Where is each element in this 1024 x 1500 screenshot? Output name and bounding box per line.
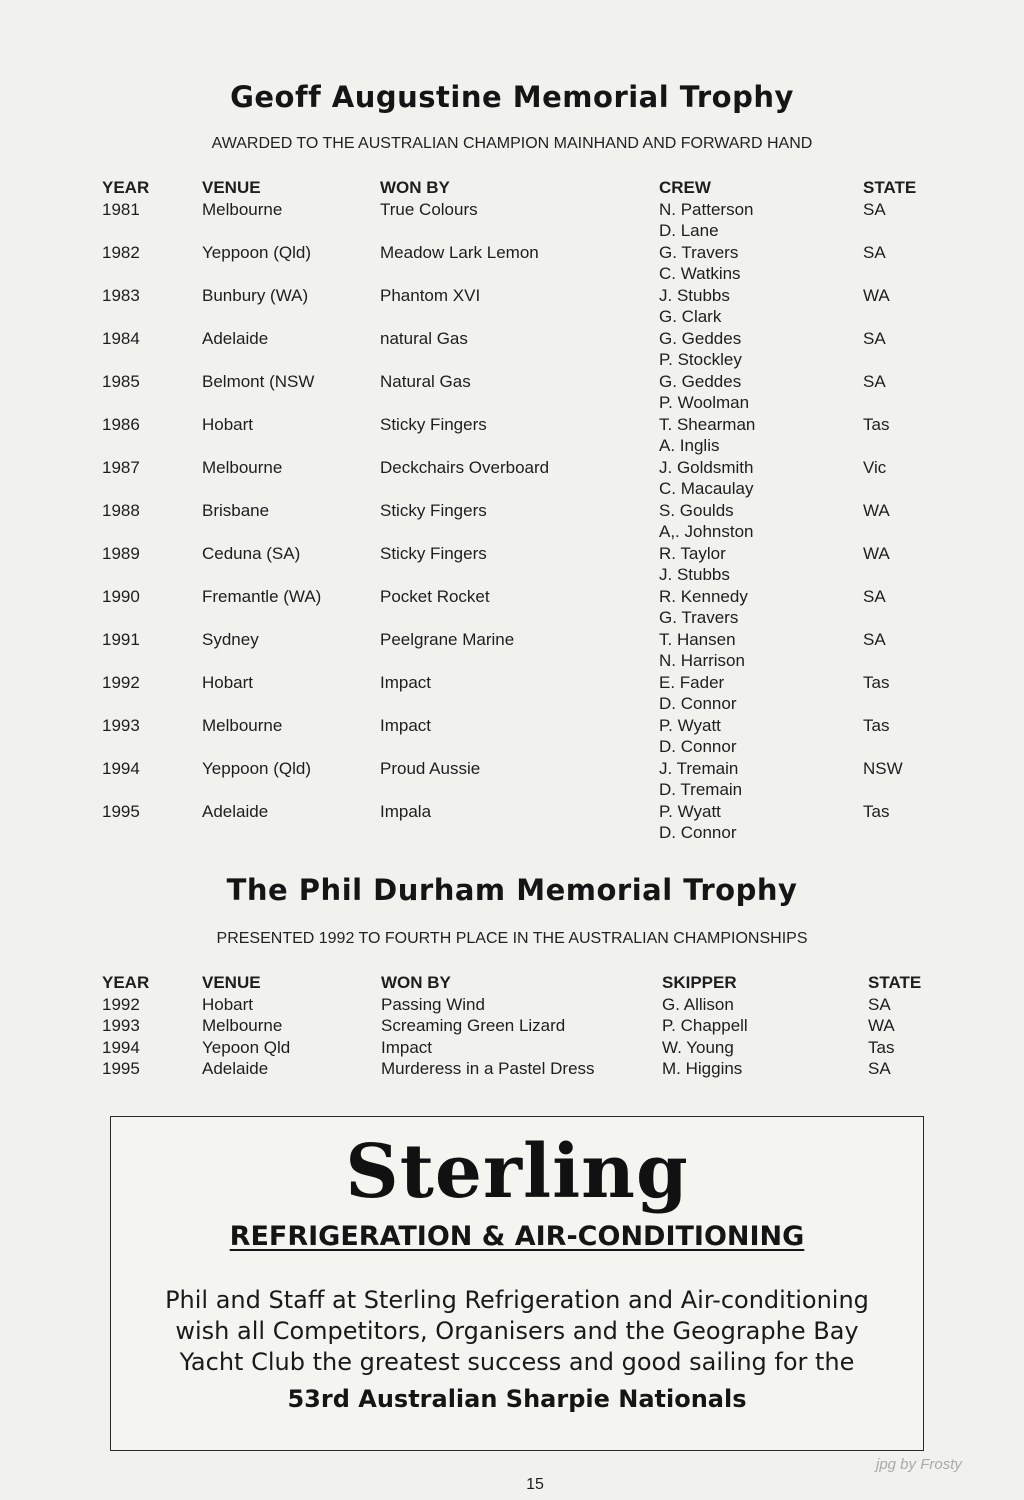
- cell-crew-mainhand: R. Taylor: [659, 543, 726, 563]
- header-venue: VENUE: [202, 973, 261, 992]
- cell-crew-forward-hand: P. Woolman: [659, 393, 750, 412]
- cell-skipper: W. Young: [662, 1037, 734, 1057]
- table-row-continuation: [0, 479, 1024, 501]
- scan-credit: jpg by Frosty: [876, 1456, 962, 1473]
- cell-venue: Ceduna (SA): [202, 543, 301, 563]
- advert-message-line: Yacht Club the greatest success and good sailing for the: [179, 1348, 855, 1376]
- cell-won-by: Impact: [380, 672, 432, 692]
- table-row: [0, 243, 1024, 265]
- table-row-continuation: [0, 393, 1024, 415]
- cell-won-by: Passing Wind: [381, 994, 485, 1014]
- cell-venue: Yeppoon (Qld): [202, 758, 312, 778]
- cell-venue: Melbourne: [202, 457, 283, 477]
- cell-state: Tas: [863, 414, 890, 434]
- table-row-continuation: [0, 823, 1024, 845]
- advert-tagline: REFRIGERATION & AIR-CONDITIONING: [229, 1221, 805, 1252]
- table-row: [0, 501, 1024, 523]
- cell-venue: Fremantle (WA): [202, 586, 322, 606]
- cell-crew-mainhand: E. Fader: [659, 672, 725, 692]
- cell-year: 1989: [102, 543, 140, 563]
- cell-year: 1984: [102, 328, 140, 348]
- cell-won-by: Peelgrane Marine: [380, 629, 515, 649]
- cell-year: 1983: [102, 285, 140, 305]
- cell-skipper: P. Chappell: [662, 1016, 748, 1035]
- cell-crew-forward-hand: C. Macaulay: [659, 479, 754, 498]
- cell-venue: Hobart: [202, 414, 254, 434]
- table-header: [0, 178, 1024, 200]
- cell-won-by: Sticky Fingers: [380, 414, 487, 434]
- cell-crew-mainhand: T. Hansen: [659, 629, 736, 649]
- cell-won-by: Phantom XVI: [380, 285, 481, 305]
- cell-year: 1994: [102, 1037, 140, 1057]
- cell-state: WA: [863, 543, 890, 563]
- table-row-continuation: [0, 651, 1024, 673]
- durham-results-table: [0, 973, 1024, 1081]
- cell-crew-forward-hand: J. Stubbs: [659, 565, 730, 584]
- cell-crew-forward-hand: N. Harrison: [659, 651, 745, 670]
- cell-won-by: Pocket Rocket: [380, 586, 490, 606]
- cell-won-by: Murderess in a Pastel Dress: [381, 1059, 595, 1078]
- table-row: [0, 458, 1024, 480]
- table-row: [0, 1059, 1024, 1081]
- table-header: [0, 973, 1024, 995]
- table-row: [0, 1016, 1024, 1038]
- advert-message: [111, 1285, 923, 1378]
- header-won-by: WON BY: [380, 178, 450, 197]
- trophy-title-augustine: Geoff Augustine Memorial Trophy: [230, 80, 794, 114]
- cell-year: 1993: [102, 715, 140, 735]
- cell-won-by: Deckchairs Overboard: [380, 457, 550, 477]
- table-row-continuation: [0, 350, 1024, 372]
- cell-year: 1988: [102, 500, 140, 520]
- advert-event-name: 53rd Australian Sharpie Nationals: [287, 1385, 747, 1413]
- table-row: [0, 587, 1024, 609]
- cell-state: SA: [863, 371, 886, 391]
- cell-year: 1985: [102, 371, 140, 391]
- table-row: [0, 759, 1024, 781]
- cell-won-by: Sticky Fingers: [380, 500, 487, 520]
- cell-won-by: True Colours: [380, 199, 478, 219]
- table-row-continuation: [0, 608, 1024, 630]
- cell-state: Tas: [863, 715, 890, 735]
- cell-state: SA: [863, 629, 886, 649]
- table-row: [0, 372, 1024, 394]
- cell-won-by: Screaming Green Lizard: [381, 1016, 566, 1035]
- cell-won-by: Meadow Lark Lemon: [380, 242, 539, 262]
- cell-state: SA: [863, 328, 886, 348]
- cell-crew-mainhand: R. Kennedy: [659, 586, 748, 606]
- cell-crew-mainhand: N. Patterson: [659, 199, 754, 219]
- cell-won-by: Impala: [380, 801, 432, 821]
- table-row: [0, 630, 1024, 652]
- cell-crew-mainhand: G. Travers: [659, 242, 739, 262]
- table-row: [0, 544, 1024, 566]
- table-row-continuation: [0, 307, 1024, 329]
- cell-won-by: natural Gas: [380, 328, 468, 348]
- cell-crew-forward-hand: G. Clark: [659, 307, 722, 326]
- table-row: [0, 200, 1024, 222]
- cell-year: 1993: [102, 1016, 140, 1035]
- trophy-subtitle-durham: PRESENTED 1992 TO FOURTH PLACE IN THE AUSTRALIAN CHAMPIONSHIPS: [216, 930, 808, 947]
- cell-venue: Sydney: [202, 629, 259, 649]
- cell-year: 1981: [102, 199, 140, 219]
- cell-state: NSW: [863, 758, 903, 778]
- header-crew: CREW: [659, 178, 711, 197]
- cell-crew-mainhand: T. Shearman: [659, 414, 756, 434]
- cell-state: Tas: [868, 1037, 895, 1057]
- cell-crew-mainhand: J. Stubbs: [659, 285, 730, 305]
- cell-state: WA: [868, 1016, 895, 1035]
- cell-year: 1990: [102, 586, 140, 606]
- cell-year: 1994: [102, 758, 140, 778]
- cell-crew-forward-hand: G. Travers: [659, 608, 739, 627]
- table-row-continuation: [0, 264, 1024, 286]
- cell-year: 1982: [102, 242, 140, 262]
- cell-state: SA: [863, 586, 886, 606]
- cell-state: WA: [863, 285, 890, 305]
- cell-venue: Belmont (NSW: [202, 371, 315, 391]
- cell-venue: Hobart: [202, 994, 254, 1014]
- table-row: [0, 415, 1024, 437]
- cell-state: Tas: [863, 801, 890, 821]
- cell-state: SA: [868, 994, 891, 1014]
- cell-crew-mainhand: P. Wyatt: [659, 715, 721, 735]
- table-row: [0, 673, 1024, 695]
- cell-year: 1986: [102, 414, 140, 434]
- header-skipper: SKIPPER: [662, 973, 737, 992]
- cell-year: 1992: [102, 994, 140, 1014]
- cell-crew-mainhand: G. Geddes: [659, 328, 742, 348]
- cell-crew-forward-hand: D. Connor: [659, 737, 737, 756]
- cell-venue: Melbourne: [202, 1016, 283, 1035]
- cell-state: WA: [863, 500, 890, 520]
- advert-message-line: wish all Competitors, Organisers and the Geographe Bay: [175, 1317, 859, 1345]
- cell-crew-mainhand: J. Goldsmith: [659, 457, 754, 477]
- cell-venue: Adelaide: [202, 328, 269, 348]
- cell-venue: Brisbane: [202, 500, 270, 520]
- cell-venue: Adelaide: [202, 801, 269, 821]
- page-number: 15: [526, 1476, 544, 1493]
- trophy-subtitle-augustine: AWARDED TO THE AUSTRALIAN CHAMPION MAINHAND AND FORWARD HAND: [211, 135, 813, 152]
- cell-crew-mainhand: S. Goulds: [659, 500, 734, 520]
- cell-venue: Adelaide: [202, 1059, 269, 1078]
- header-state: STATE: [863, 178, 917, 197]
- cell-venue: Hobart: [202, 672, 254, 692]
- trophy-title-durham: The Phil Durham Memorial Trophy: [226, 873, 798, 907]
- cell-crew-forward-hand: D. Lane: [659, 221, 719, 240]
- header-state: STATE: [868, 973, 922, 992]
- header-won-by: WON BY: [381, 973, 451, 992]
- table-row-continuation: [0, 737, 1024, 759]
- cell-crew-forward-hand: A. Inglis: [659, 436, 720, 455]
- table-row: [0, 995, 1024, 1017]
- cell-state: SA: [863, 199, 886, 219]
- cell-crew-forward-hand: D. Tremain: [659, 780, 743, 799]
- cell-won-by: Proud Aussie: [380, 758, 481, 778]
- cell-crew-forward-hand: C. Watkins: [659, 264, 741, 283]
- advert-message-line: Phil and Staff at Sterling Refrigeration and Air-conditioning: [165, 1286, 869, 1314]
- table-row-continuation: [0, 780, 1024, 802]
- cell-state: SA: [868, 1059, 891, 1078]
- cell-year: 1995: [102, 801, 140, 821]
- cell-crew-forward-hand: P. Stockley: [659, 350, 742, 369]
- cell-won-by: Natural Gas: [380, 371, 471, 391]
- cell-skipper: G. Allison: [662, 994, 734, 1014]
- cell-year: 1992: [102, 672, 140, 692]
- table-row-continuation: [0, 221, 1024, 243]
- cell-year: 1995: [102, 1059, 140, 1078]
- cell-crew-forward-hand: D. Connor: [659, 823, 737, 842]
- table-row: [0, 802, 1024, 824]
- cell-crew-forward-hand: D. Connor: [659, 694, 737, 713]
- cell-year: 1987: [102, 457, 140, 477]
- table-row: [0, 716, 1024, 738]
- cell-won-by: Sticky Fingers: [380, 543, 487, 563]
- cell-won-by: Impact: [381, 1037, 433, 1057]
- table-row: [0, 286, 1024, 308]
- cell-state: Vic: [863, 457, 887, 477]
- cell-state: Tas: [863, 672, 890, 692]
- table-row: [0, 329, 1024, 351]
- header-year: YEAR: [102, 178, 150, 197]
- augustine-results-table: [0, 178, 1024, 845]
- sterling-advertisement: [110, 1116, 924, 1451]
- cell-venue: Bunbury (WA): [202, 285, 309, 305]
- table-row-continuation: [0, 436, 1024, 458]
- cell-crew-mainhand: P. Wyatt: [659, 801, 721, 821]
- table-row: [0, 1038, 1024, 1060]
- cell-venue: Yepoon Qld: [202, 1037, 291, 1057]
- cell-skipper: M. Higgins: [662, 1059, 743, 1078]
- sterling-logo: Sterling: [345, 1129, 689, 1215]
- cell-venue: Yeppoon (Qld): [202, 242, 312, 262]
- cell-venue: Melbourne: [202, 199, 283, 219]
- header-venue: VENUE: [202, 178, 261, 197]
- header-year: YEAR: [102, 973, 150, 992]
- cell-crew-forward-hand: A,. Johnston: [659, 522, 754, 541]
- table-row-continuation: [0, 522, 1024, 544]
- cell-state: SA: [863, 242, 886, 262]
- cell-crew-mainhand: G. Geddes: [659, 371, 742, 391]
- cell-won-by: Impact: [380, 715, 432, 735]
- cell-crew-mainhand: J. Tremain: [659, 758, 739, 778]
- table-row-continuation: [0, 694, 1024, 716]
- cell-year: 1991: [102, 629, 140, 649]
- cell-venue: Melbourne: [202, 715, 283, 735]
- table-row-continuation: [0, 565, 1024, 587]
